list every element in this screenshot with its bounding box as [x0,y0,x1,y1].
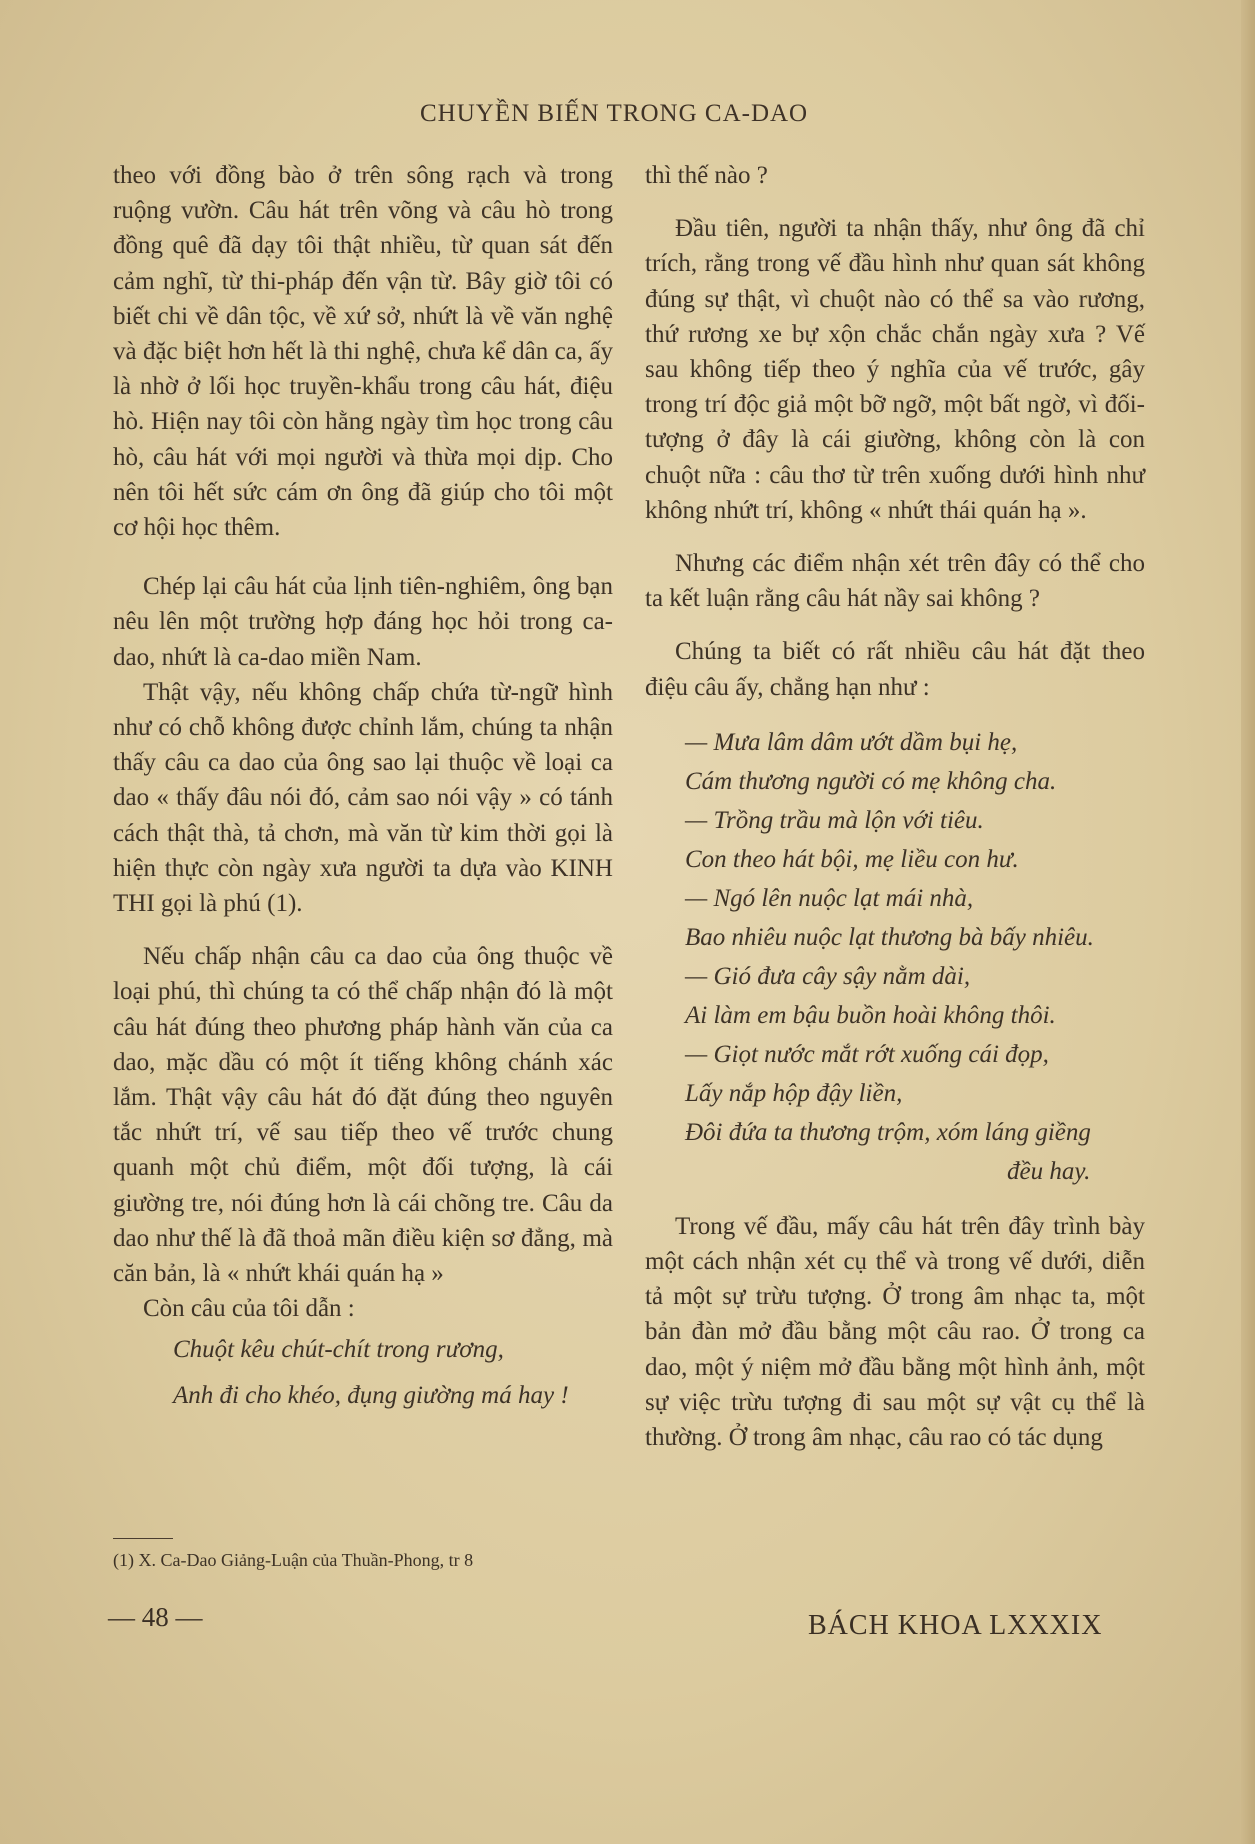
paragraph: Còn câu của tôi dẫn : [143,1295,355,1323]
paragraph: Nhưng các điểm nhận xét trên đây có thể cho ta kết luận rằng câu hát nầy sai không ? [645,550,1145,613]
left-column [113,158,613,1419]
verse-line: — Trồng trầu mà lộn với tiêu. [685,806,984,834]
paragraph: Thật vậy, nếu không chấp chứa từ-ngữ hình như có chỗ không được chỉnh lắm, chúng ta nhận thấy câu ca dao của ông sao lại thuộc về loại ca dao « thấy đâu nói đó, cảm sao nói vậy » có tánh cách thật thà, tả chơn, mà văn từ kim thời gọi là hiện thực còn ngày xưa người ta dựa vào KINH THI gọi là phú (1). [113,678,613,918]
paragraph: thì thế nào ? [645,162,768,189]
verse-block [685,723,1145,1191]
verse-line: — Ngó lên nuộc lạt mái nhà, [685,884,974,912]
footnote-rule [113,1538,173,1539]
verse-line: Con theo hát bội, mẹ liều con hư. [685,845,1019,873]
verse-line: — Mưa lâm dâm ướt dầm bụi hẹ, [685,728,1018,756]
journal-name: BÁCH KHOA LXXXIX [808,1610,1103,1641]
verse-line: Đôi đứa ta thương trộm, xóm láng giềng [685,1118,1091,1146]
verse-line: — Giọt nước mắt rớt xuống cái đọp, [685,1040,1049,1068]
right-column [645,158,1145,1455]
verse-line: Ai làm em bậu buồn hoài không thôi. [685,1001,1056,1029]
verse-line: Bao nhiêu nuộc lạt thương bà bấy nhiêu. [685,923,1094,951]
paragraph: Nếu chấp nhận câu ca dao của ông thuộc về loại phú, thì chúng ta có thể chấp nhận đó là một câu hát đúng theo phương pháp hành văn của ca dao, mặc dầu có một ít tiếng không chánh xác lắm. Thật vậy câu hát đó đặt đúng theo nguyên tắc nhứt trí, vế sau tiếp theo vế trước chung quanh một chủ điểm, một đối tượng, là cái giường tre, nói đúng hơn là cái chõng tre. Câu da dao như thế là đã thoả mãn điều kiện sơ đẳng, mà căn bản, là « nhứt khái quán hạ » [113,943,613,1288]
paragraph: theo với đồng bào ở trên sông rạch và trong ruộng vườn. Câu hát trên võng và câu hò trong đồng quê đã dạy tôi thật nhiều, từ quan sát đến cảm nghĩ, từ thi-pháp đến vận từ. Bây giờ tôi có biết chi về dân tộc, về xứ sở, nhứt là về văn nghệ và đặc biệt hơn hết là thi nghệ, chưa kể dân ca, ấy là nhờ ở lối học truyền-khẩu trong câu hát, điệu hò. Hiện nay tôi còn hằng ngày tìm học trong câu hò, câu hát với mọi người và thừa mọi dịp. Cho nên tôi hết sức cám ơn ông đã giúp cho tôi một cơ hội học thêm. [113,162,613,542]
paragraph: Đầu tiên, người ta nhận thấy, như ông đã chỉ trích, rằng trong vế đầu hình như quan sát không đúng sự thật, vì chuột nào có thể sa vào rương, thứ rương xe bự xộn chắc chắn ngày xưa ? Vế sau không tiếp theo ý nghĩa của vế trước, gây trong trí độc giả một bỡ ngỡ, một bất ngờ, vì đối-tượng ở đây là cái giường, không còn là con chuột nữa : câu thơ từ trên xuống dưới hình như không nhứt trí, không « nhứt thái quán hạ ». [645,215,1145,524]
page-number: — 48 — [108,1602,203,1632]
verse-line: — Gió đưa cây sậy nằm dài, [685,962,971,990]
page-edge [1241,0,1255,1844]
verse-line: Chuột kêu chút-chít trong rương, [173,1335,504,1363]
verse-line: Cám thương người có mẹ không cha. [685,767,1057,795]
footnote: (1) X. Ca-Dao Giảng-Luận của Thuần-Phong, tr 8 [113,1550,474,1570]
verse-line: đều hay. [1007,1157,1091,1185]
running-header: CHUYỀN BIẾN TRONG CA-DAO [420,100,809,127]
verse-line: Anh đi cho khéo, đụng giường má hay ! [173,1381,569,1409]
paragraph: Chép lại câu hát của lịnh tiên-nghiêm, ông bạn nêu lên một trường hợp đáng học hỏi trong ca-dao, nhứt là ca-dao miền Nam. [113,573,613,671]
verse-line: Lấy nắp hộp đậy liền, [685,1079,903,1107]
paragraph: Chúng ta biết có rất nhiều câu hát đặt theo điệu câu ấy, chẳng hạn như : [645,638,1145,701]
paragraph: Trong vế đầu, mấy câu hát trên đây trình bày một cách nhận xét cụ thể và trong vế dưới, diễn tả một sự trừu tượng. Ở trong âm nhạc ta, một bản đàn mở đầu bằng một câu rao. Ở trong ca dao, một ý niệm mở đầu bằng một hình ảnh, một sự việc trừu tượng đi sau một sự vật cụ thể là thường. Ở trong âm nhạc, câu rao có tác dụng [645,1212,1145,1452]
verse-block [173,1327,613,1419]
